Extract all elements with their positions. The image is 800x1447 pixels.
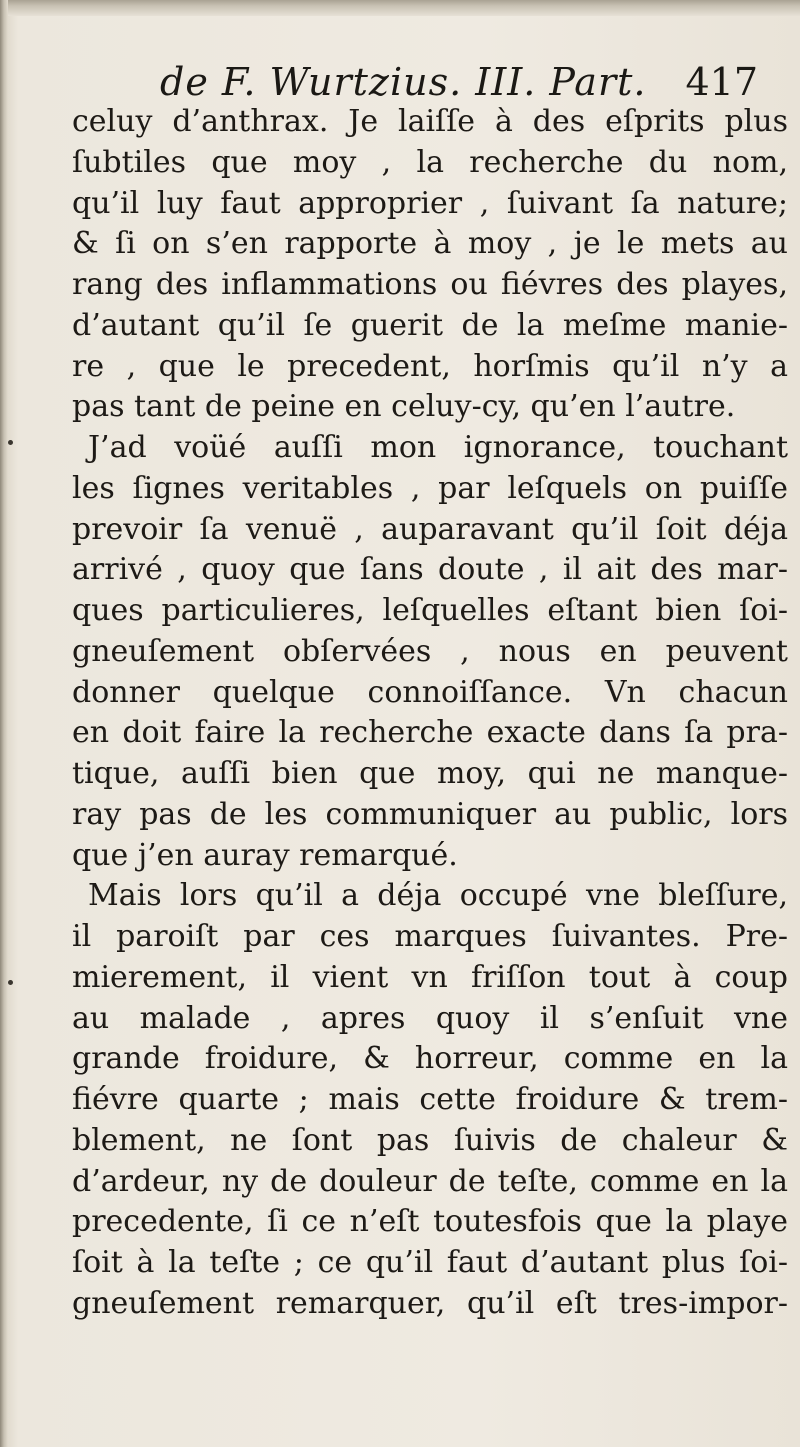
text-line: en doit faire la recherche exacte dans ſa pra- [72,715,788,751]
page-top-edge [0,0,800,16]
text-line: mierement, il vient vn friſſon tout à coup [72,959,788,995]
text-line: ques particulieres, leſquelles eſtant bien ſoi- [72,593,788,628]
text-line: J’ad voüé auſſi mon ignorance, touchant [88,430,788,465]
page-left-edge [0,0,8,1447]
text-line: prevoir ſa venuë , auparavant qu’il ſoit déja [72,511,788,547]
margin-ink-spot [8,980,13,985]
text-line: d’autant qu’il ſe guerit de la meſme manie- [72,307,788,343]
body-text [72,102,788,1325]
text-line: donner quelque connoiſſance. Vn chacun [72,674,788,710]
text-line: qu’il luy faut approprier , ſuivant ſa nature; [72,185,788,221]
text-line: celuy d’anthrax. Je laiſſe à des eſprits plus [72,104,788,139]
text-line: precedente, ſi ce n’eſt toutesfois que la playe [72,1204,788,1240]
text-line: blement, ne ſont pas ſuivis de chaleur & [72,1122,788,1158]
text-line: gneuſement remarquer, qu’il eſt tres-impor- [72,1285,788,1321]
text-line: ray pas de les communiquer au public, lors [72,796,788,832]
text-line: Mais lors qu’il a déja occupé vne bleſſure, [88,878,788,914]
text-line: ſubtiles que moy , la recherche du nom, [72,144,788,180]
page-number: 417 [685,60,758,104]
text-line: au malade , apres quoy il s’enſuit vne [72,1000,788,1036]
text-line: les ſignes veritables , par leſquels on puiſſe [72,470,788,506]
text-line: arrivé , quoy que ſans doute , il ait des mar- [72,552,788,588]
text-line: pas tant de peine en celuy-cy, qu’en l’autre. [72,389,736,425]
text-line: gneuſement obſervées , nous en peuvent [72,633,788,669]
text-line: que j’en auray remarqué. [72,837,458,873]
text-line: ſoit à la teſte ; ce qu’il faut d’autant plus ſoi- [72,1245,788,1280]
margin-ink-spot [8,440,13,445]
text-line: il paroiſt par ces marques ſuivantes. Pre- [72,919,788,954]
text-line: re , que le precedent, horſmis qu’il n’y a [72,348,788,384]
running-head-title: de F. Wurtzius. III. Part. [160,60,647,104]
text-line: rang des inflammations ou fiévres des playes, [72,267,788,302]
text-line: d’ardeur, ny de douleur de teſte, comme en la [72,1163,788,1199]
text-line: fiévre quarte ; mais cette froidure & trem- [72,1082,788,1117]
text-line: & ſi on s’en rapporte à moy , je le mets au [72,226,788,262]
text-line: tique, auſſi bien que moy, qui ne manque- [72,756,788,791]
text-line: grande froidure, & horreur, comme en la [72,1041,788,1077]
